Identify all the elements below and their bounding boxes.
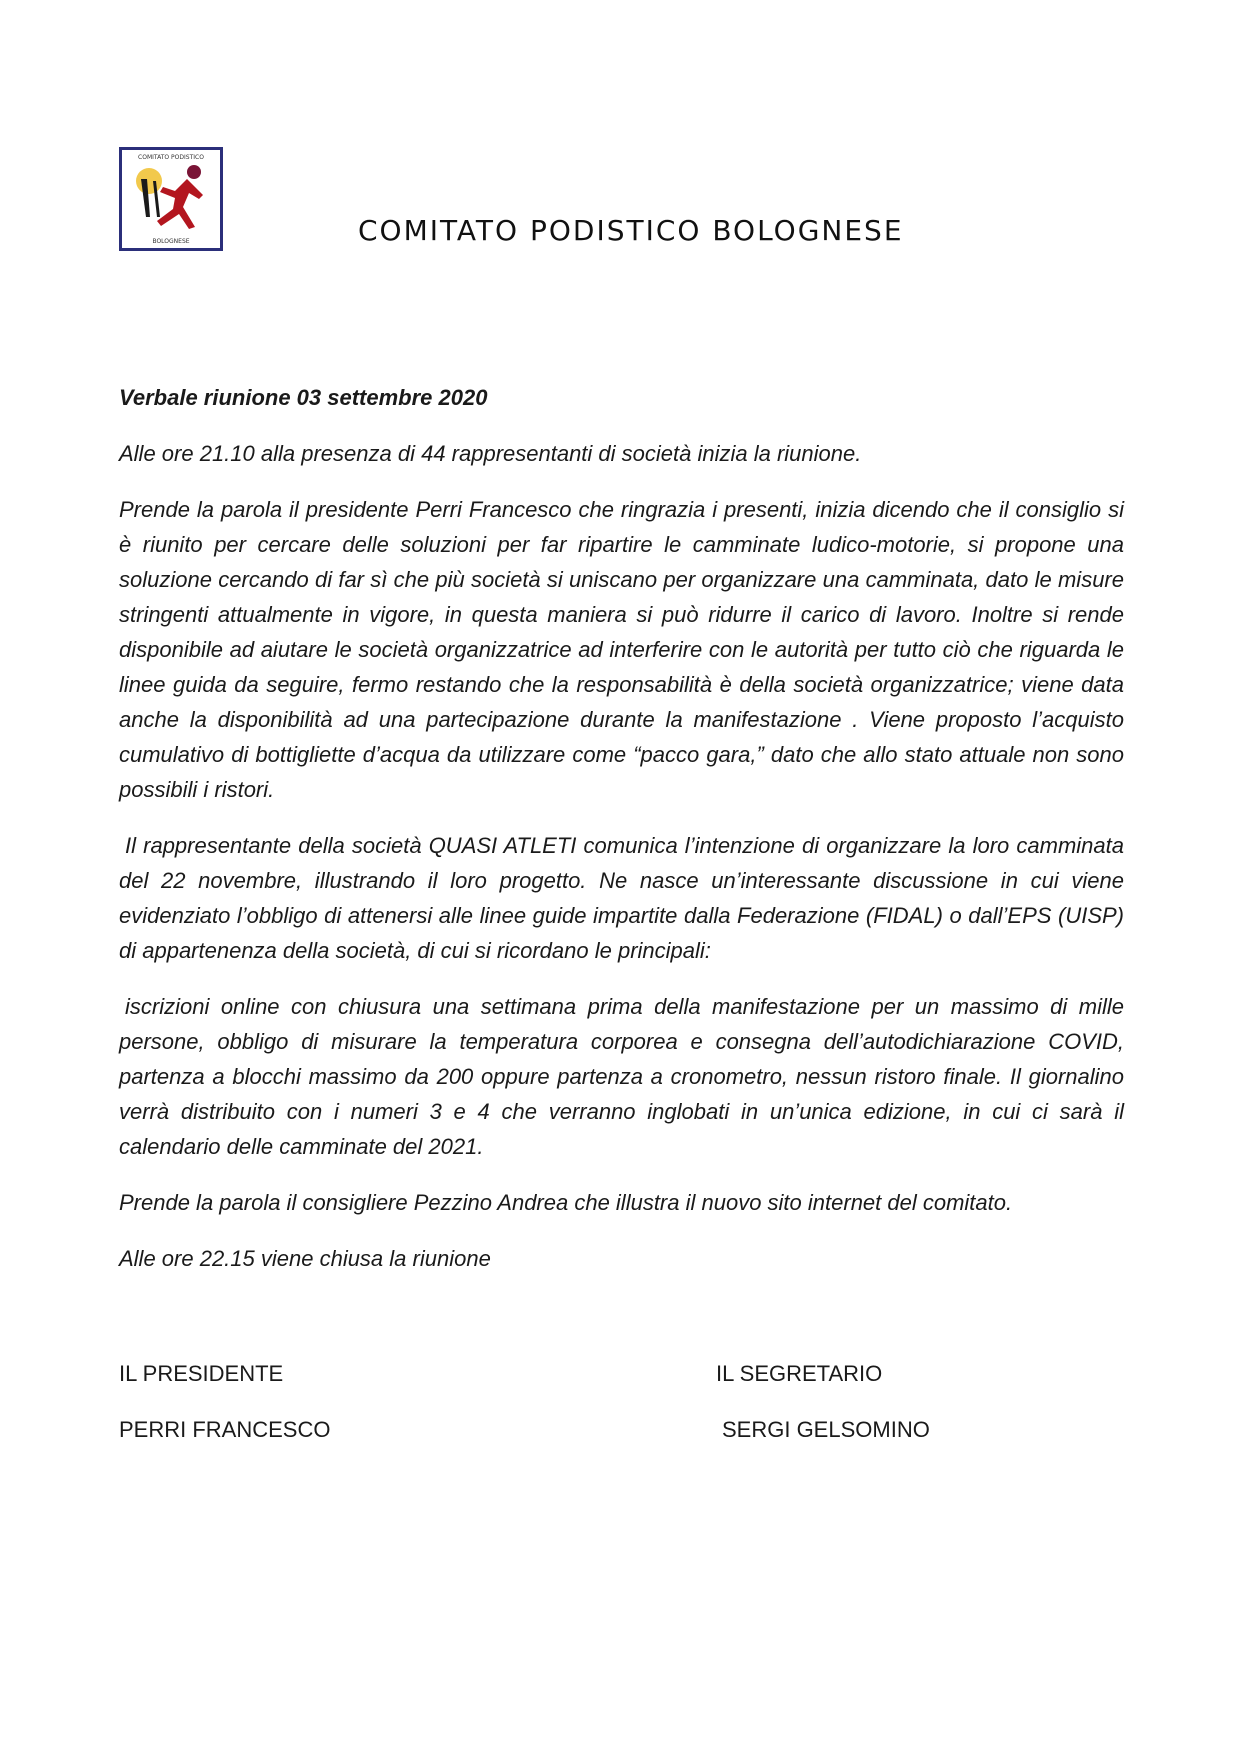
paragraph-guidelines: iscrizioni online con chiusura una settimana prima della manifestazione per un massimo di mille persone, obbligo di misurare la temperatura corporea e consegna dell’autodichiarazione COVID, partenza a blocchi massimo da 200 oppure partenza a cronometro, nessun ristoro finale. Il giornalino verrà distribuito con i numeri 3 e 4 che verranno inglobati in un’unica edizione, in cui ci sarà il calendario delle camminate del 2021.	[119, 994, 1124, 1159]
svg-text:BOLOGNESE: BOLOGNESE	[152, 238, 190, 245]
runner-logo-icon	[119, 147, 223, 251]
paragraph-quasi-atleti: Il rappresentante della società QUASI ATLETI comunica l’intenzione di organizzare la loro camminata del 22 novembre, illustrando il loro progetto. Ne nasce un’interessante discussione in cui viene evidenziato l’obbligo di attenersi alle linee guide impartite dalla Federazione (FIDAL) o dall’EPS (UISP) di appartenenza della società, di cui si ricordano le principali:	[119, 833, 1124, 963]
president-signature	[119, 1356, 330, 1468]
president-name: PERRI FRANCESCO	[119, 1417, 331, 1442]
paragraph-closing: Alle ore 22.15 viene chiusa la riunione	[119, 1246, 491, 1271]
svg-text:COMITATO PODISTICO: COMITATO PODISTICO	[138, 154, 204, 161]
document-title: Verbale riunione 03 settembre 2020	[119, 385, 488, 410]
paragraph-website: Prende la parola il consigliere Pezzino Andrea che illustra il nuovo sito internet del comitato.	[119, 1190, 1013, 1215]
paragraph-president: Prende la parola il presidente Perri Francesco che ringrazia i presenti, inizia dicendo che il consiglio si è riunito per cercare delle soluzioni per far ripartire le camminate ludico-motorie, si propone una soluzione cercando di far sì che più società si uniscano per organizzare una camminata, dato le misure stringenti attualmente in vigore, in questa maniera si può ridurre il carico di lavoro. Inoltre si rende disponibile ad aiutare le società organizzatrice ad interferire con le autorità per tutto ciò che riguarda le linee guida da seguire, fermo restando che la responsabilità è della società organizzatrice; viene data anche la disponibilità ad una partecipazione durante la manifestazione . Viene proposto l’acquisto cumulativo di bottigliette d’acqua da utilizzare come “pacco gara,” dato che allo stato attuale non sono possibili i ristori.	[119, 497, 1124, 802]
minutes-body	[119, 380, 1124, 1297]
secretary-role: IL SEGRETARIO	[716, 1361, 883, 1386]
paragraph-opening: Alle ore 21.10 alla presenza di 44 rappresentanti di società inizia la riunione.	[119, 441, 862, 466]
president-role: IL PRESIDENTE	[119, 1361, 284, 1386]
secretary-name: SERGI GELSOMINO	[722, 1417, 930, 1442]
organization-name: COMITATO PODISTICO BOLOGNESE	[358, 214, 904, 247]
secretary-signature	[716, 1356, 930, 1468]
